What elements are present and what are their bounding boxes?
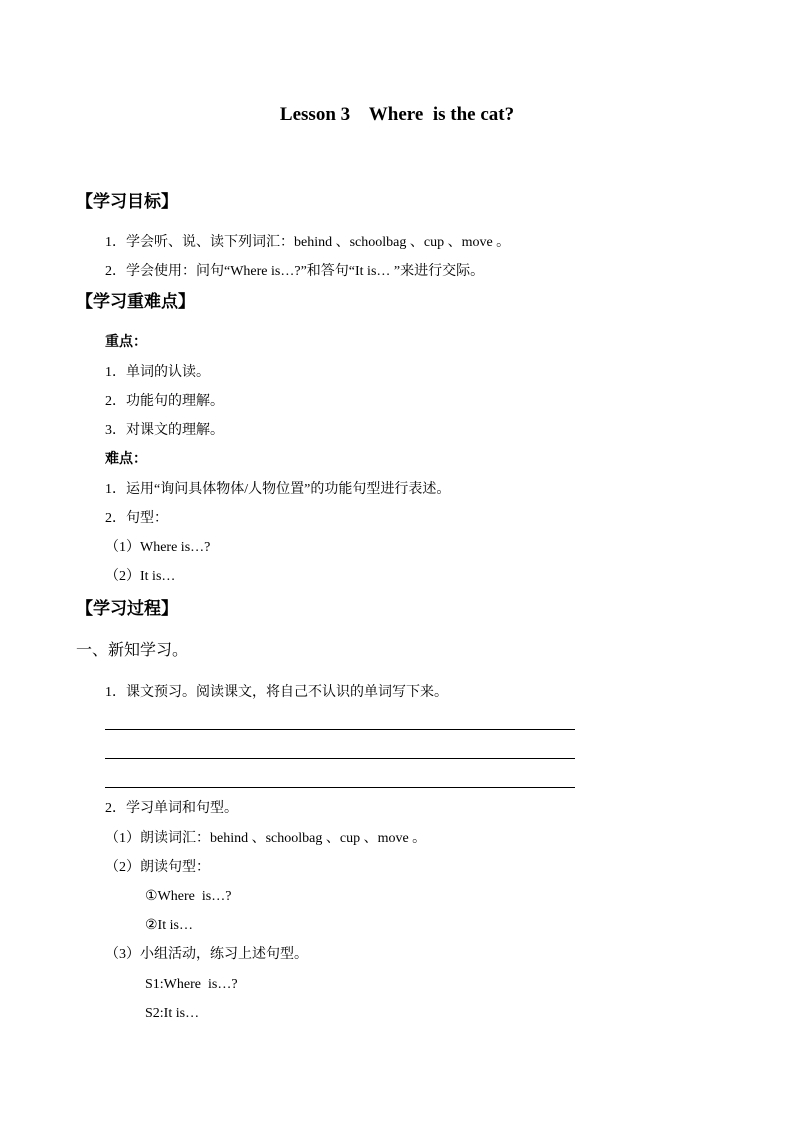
step-1: 1．课文预习。阅读课文，将自己不认识的单词写下来。 (105, 685, 448, 700)
section-title: 一、新知学习。 (76, 642, 189, 659)
objective-item: 1．学会听、说、读下列词汇：behind 、schoolbag 、cup 、move 。 (105, 235, 511, 250)
difficulty-item: 2．句型： (105, 511, 168, 526)
difficulty-item: （2）It is… (105, 569, 176, 584)
answer-line (105, 729, 575, 730)
objective-item: 2．学会使用：问句“Where is…?”和答句“It is… ”来进行交际。 (105, 264, 485, 279)
focus-item: 2．功能句的理解。 (105, 394, 224, 409)
difficulty-label: 难点： (105, 452, 147, 467)
dialogue-line: S1:Where is…? (145, 977, 238, 992)
objectives-heading: 【学习目标】 (76, 192, 178, 211)
difficulty-item: 1．运用“询问具体物体/人物位置”的功能句型进行表述。 (105, 482, 451, 497)
answer-line (105, 787, 575, 788)
step-2-item: （2）朗读句型： (105, 860, 210, 875)
pattern-item: ②It is… (145, 918, 193, 933)
pattern-item: ①Where is…? (145, 889, 232, 904)
dialogue-line: S2:It is… (145, 1006, 200, 1021)
focus-label: 重点： (105, 335, 147, 350)
answer-line (105, 758, 575, 759)
step-2-item: （1）朗读词汇：behind 、schoolbag 、cup 、move 。 (105, 831, 427, 846)
step-2: 2．学习单词和句型。 (105, 801, 238, 816)
key-points-heading: 【学习重难点】 (76, 292, 195, 311)
step-2-item: （3）小组活动，练习上述句型。 (105, 947, 308, 962)
focus-item: 3．对课文的理解。 (105, 423, 224, 438)
focus-item: 1．单词的认读。 (105, 365, 210, 380)
difficulty-item: （1）Where is…? (105, 540, 211, 555)
process-heading: 【学习过程】 (76, 599, 178, 618)
lesson-title: Lesson 3 Where is the cat? (279, 104, 515, 125)
